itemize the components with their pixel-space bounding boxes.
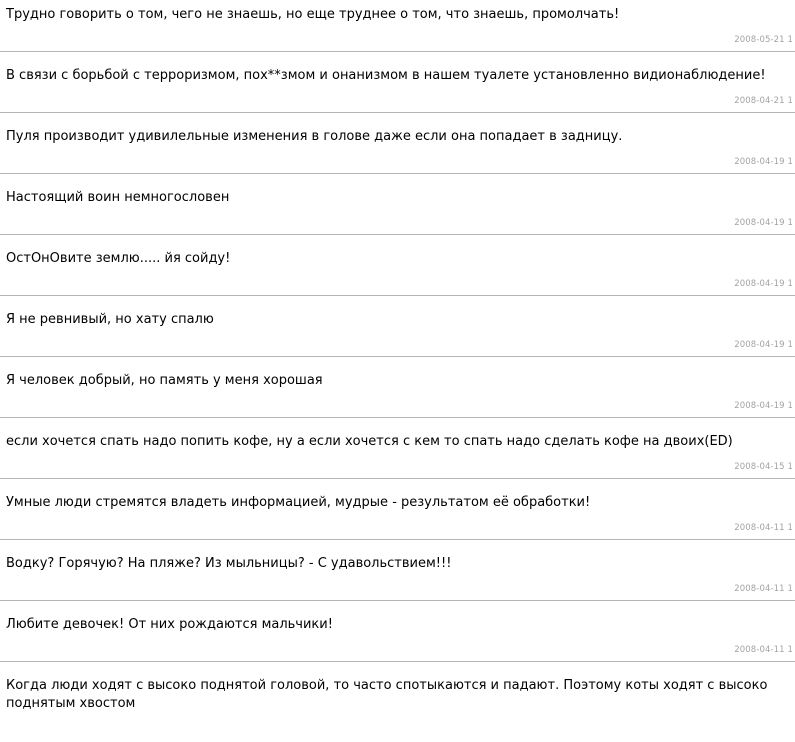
list-item	[0, 418, 795, 479]
quote-date: 2008-04-19 1	[734, 157, 793, 167]
quote-text: Пуля производит удивилельные изменения в голове даже если она попадает в задницу.	[6, 129, 623, 144]
list-item	[0, 479, 795, 540]
list-item	[0, 296, 795, 357]
list-item	[0, 174, 795, 235]
quote-date: 2008-05-21 1	[734, 35, 793, 45]
quote-date: 2008-04-11 1	[734, 584, 793, 594]
list-item	[0, 357, 795, 418]
quote-text: Любите девочек! От них рождаются мальчики!	[6, 617, 333, 632]
list-item	[0, 662, 795, 742]
list-item	[0, 235, 795, 296]
quote-text: Я не ревнивый, но хату спалю	[6, 312, 214, 327]
list-item	[0, 0, 795, 52]
quote-text: ОстОнОвите землю..... йя сойду!	[6, 251, 231, 266]
quote-text: В связи с борьбой с терроризмом, пох**змом и онанизмом в нашем туалете установленно видионаблюдение!	[6, 68, 766, 83]
quote-text: Умные люди стремятся владеть информацией, мудрые - результатом её обработки!	[6, 495, 591, 510]
quote-text: Настоящий воин немногословен	[6, 190, 230, 205]
quote-text: Я человек добрый, но память у меня хорошая	[6, 373, 323, 388]
quote-text: если хочется спать надо попить кофе, ну а если хочется с кем то спать надо сделать кофе на двоих(ED)	[6, 434, 733, 449]
quote-date: 2008-04-19 1	[734, 401, 793, 411]
quote-text: Когда люди ходят с высоко поднятой головой, то часто спотыкаются и падают. Поэтому коты ходят с высоко поднятым хвостом	[6, 678, 768, 711]
quote-date: 2008-04-19 1	[734, 279, 793, 289]
quote-date: 2008-04-19 1	[734, 218, 793, 228]
quote-date: 2008-04-11 1	[734, 645, 793, 655]
quote-date: 2008-04-19 1	[734, 340, 793, 350]
quote-date: 2008-04-15 1	[734, 462, 793, 472]
list-item	[0, 601, 795, 662]
quote-text: Трудно говорить о том, чего не знаешь, но еще труднее о том, что знаешь, промолчать!	[6, 7, 620, 22]
list-item	[0, 52, 795, 113]
list-item	[0, 113, 795, 174]
quote-date: 2008-04-11 1	[734, 523, 793, 533]
list-item	[0, 540, 795, 601]
quote-text: Водку? Горячую? На пляже? Из мыльницы? - С удавольствием!!!	[6, 556, 452, 571]
quote-date: 2008-04-21 1	[734, 96, 793, 106]
